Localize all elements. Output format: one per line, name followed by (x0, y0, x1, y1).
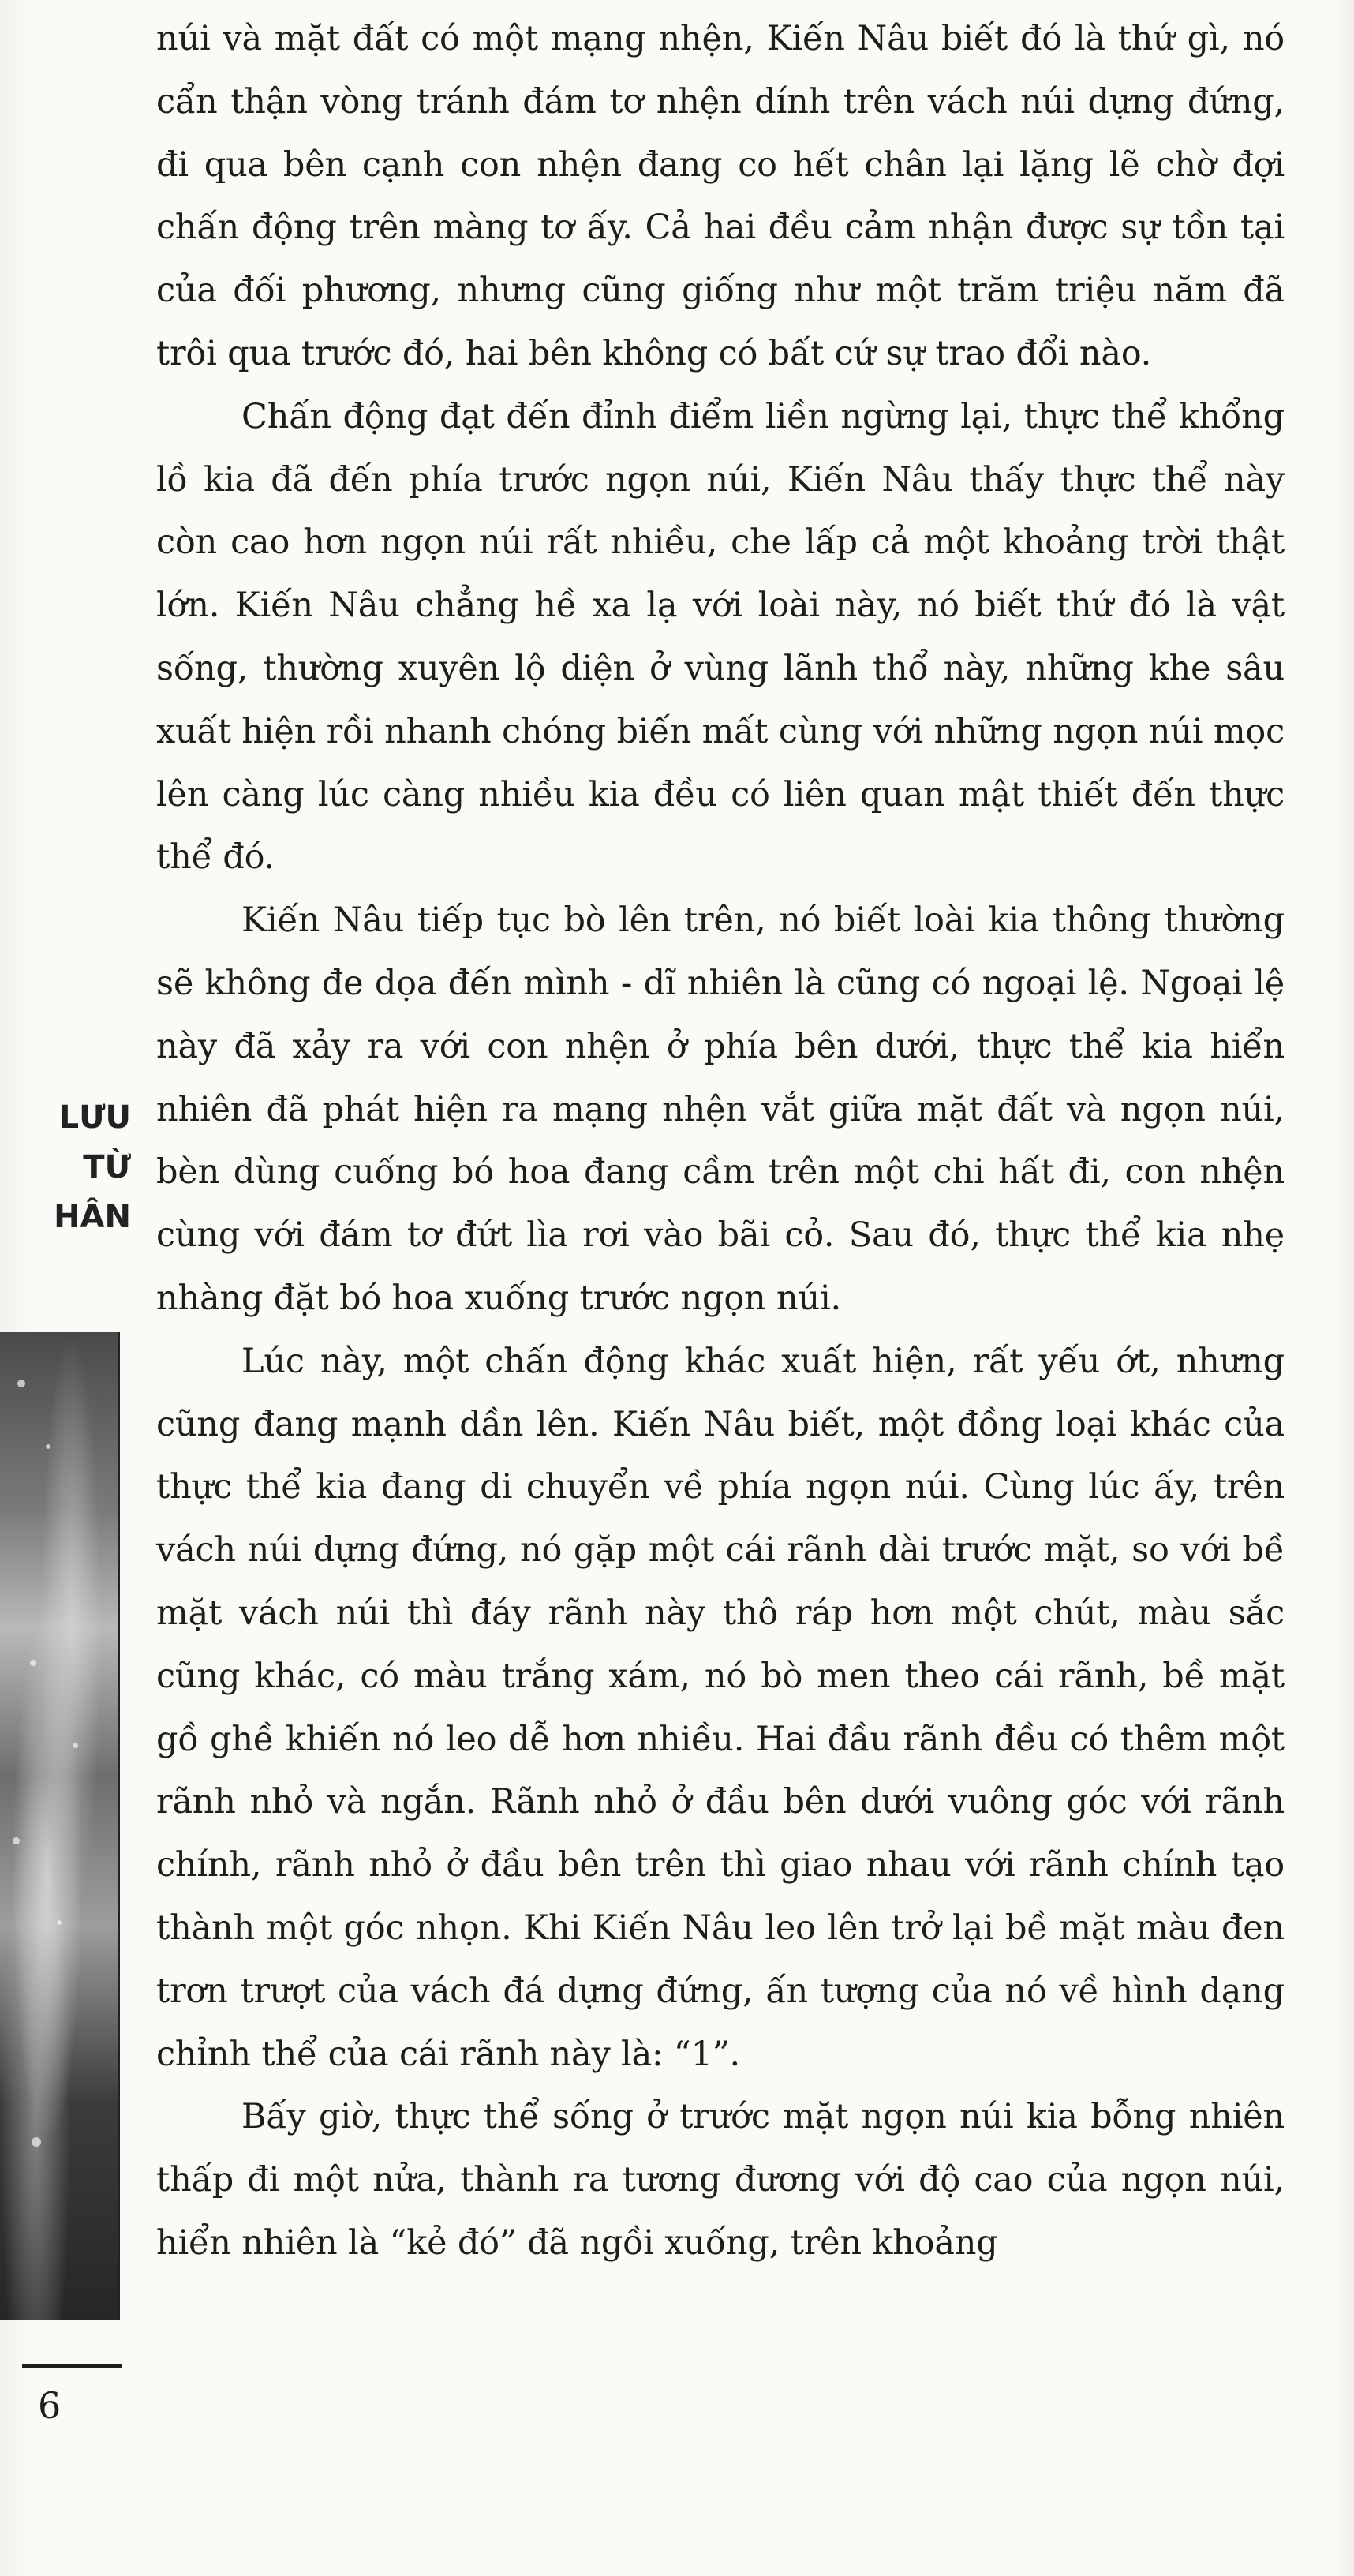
image-speck (73, 1743, 78, 1748)
image-speck (13, 1837, 20, 1844)
paragraph-2: Chấn động đạt đến đỉnh điểm liền ngừng lại, thực thể khổng lồ kia đã đến phía trước ngọn núi, Kiến Nâu thấy thực thể này còn cao hơn ngọn núi rất nhiều, che lấp cả một khoảng trời thật lớn. Kiến Nâu chẳng hề xa lạ với loài này, nó biết thứ đó là vật sống, thường xuyên lộ diện ở vùng lãnh thổ này, những khe sâu xuất hiện rồi nhanh chóng biến mất cùng với những ngọn núi mọc lên càng lúc càng nhiều kia đều có liên quan mật thiết đến thực thể đó. (156, 396, 1285, 878)
paragraph-4: Lúc này, một chấn động khác xuất hiện, rất yếu ớt, nhưng cũng đang mạnh dần lên. Kiến Nâu biết, một đồng loại khác của thực thể kia đang di chuyển về phía ngọn núi. Cùng lúc ấy, trên vách núi dựng đứng, nó gặp một cái rãnh dài trước mặt, so với bề mặt vách núi thì đáy rãnh này thô ráp hơn một chút, màu sắc cũng khác, có màu trắng xám, nó bò men theo cái rãnh, bề mặt gồ ghề khiến nó leo dễ hơn nhiều. Hai đầu rãnh đều có thêm một rãnh nhỏ và ngắn. Rãnh nhỏ ở đầu bên dưới vuông góc với rãnh chính, rãnh nhỏ ở đầu bên trên thì giao nhau với rãnh chính tạo thành một góc nhọn. Khi Kiến Nâu leo lên trở lại bề mặt màu đen trơn trượt của vách đá dựng đứng, ấn tượng của nó về hình dạng chỉnh thể của cái rãnh này là: “1”. (156, 1341, 1285, 2074)
author-line-3: HÂN (54, 1199, 131, 1235)
paragraph-1: núi và mặt đất có một mạng nhện, Kiến Nâu biết đó là thứ gì, nó cẩn thận vòng tránh đám tơ nhện dính trên vách núi dựng đứng, đi qua bên cạnh con nhện đang co hết chân lại lặng lẽ chờ đợi chấn động trên màng tơ ấy. Cả hai đều cảm nhận được sự tồn tại của đối phương, nhưng cũng giống như một trăm triệu năm đã trôi qua trước đó, hai bên không có bất cứ sự trao đổi nào. (156, 19, 1285, 373)
author-side-title (0, 1093, 142, 1242)
page-number: 6 (38, 2384, 62, 2427)
body-text (156, 8, 1285, 2275)
author-line-2: TỪ (83, 1149, 131, 1185)
image-speck (30, 1660, 36, 1666)
paragraph-3: Kiến Nâu tiếp tục bò lên trên, nó biết loài kia thông thường sẽ không đe dọa đến mình - dĩ nhiên là cũng có ngoại lệ. Ngoại lệ này đã xảy ra với con nhện ở phía bên dưới, thực thể kia hiển nhiên đã phát hiện ra mạng nhện vắt giữa mặt đất và ngọn núi, bèn dùng cuống bó hoa đang cầm trên một chi hất đi, con nhện cùng với đám tơ đứt lìa rơi vào bãi cỏ. Sau đó, thực thể kia nhẹ nhàng đặt bó hoa xuống trước ngọn núi. (156, 900, 1285, 1318)
image-speck (46, 1444, 50, 1449)
side-decorative-image (0, 1332, 120, 2320)
image-speck (57, 1920, 62, 1925)
image-speck (32, 2137, 41, 2147)
paragraph-5: Bấy giờ, thực thể sống ở trước mặt ngọn núi kia bỗng nhiên thấp đi một nửa, thành ra tương đương với độ cao của ngọn núi, hiển nhiên là “kẻ đó” đã ngồi xuống, trên khoảng (156, 2097, 1285, 2263)
page-number-rule (22, 2364, 122, 2368)
author-line-1: LƯU (58, 1099, 131, 1136)
image-speck (17, 1380, 25, 1387)
